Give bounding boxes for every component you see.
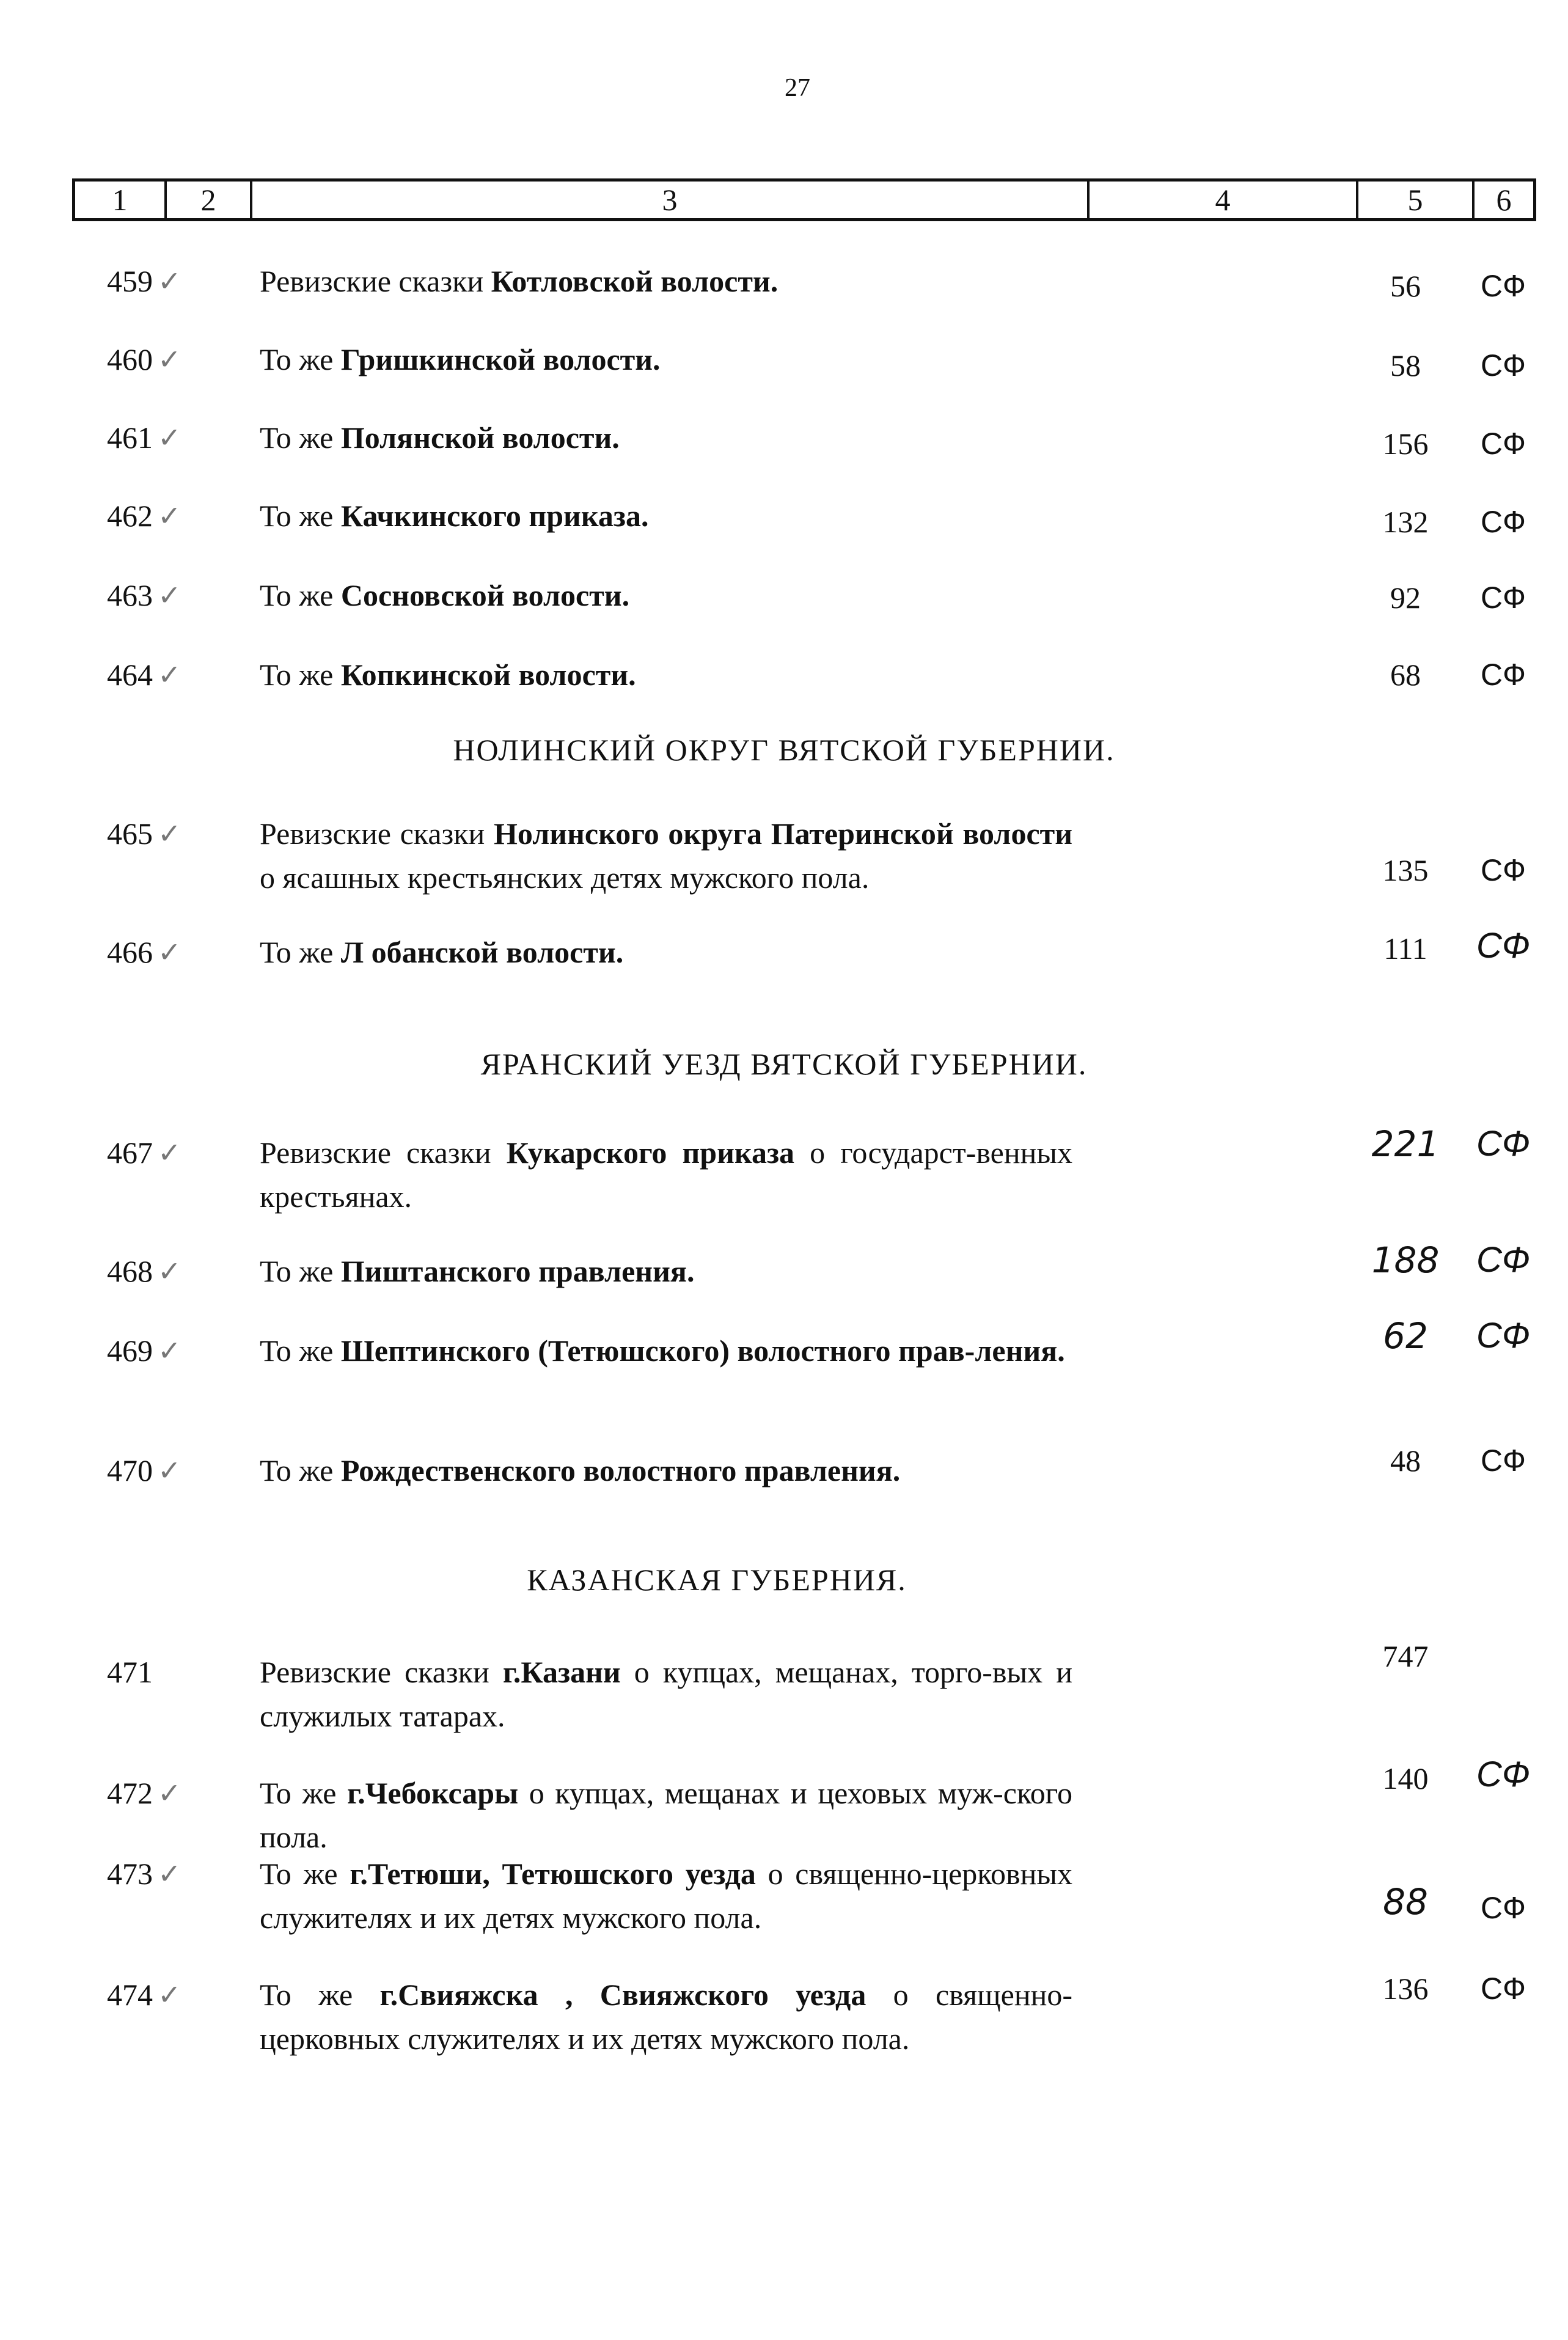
fund-mark: СФ [1480,658,1526,692]
column-header-1: 1 [75,182,167,218]
entry-description: То же Полянской волости. [260,420,620,455]
checkmark-icon: ✓ [158,1857,181,1890]
section-heading-nolinsky: НОЛИНСКИЙ ОКРУГ ВЯТСКОЙ ГУБЕРНИИ. [453,733,1115,767]
entry-description: То же Сосновской волости. [260,578,630,612]
sheet-count: 135 [1382,853,1429,887]
entry-description: То же г.Свияжска , Свияжского уезда о священно-церковных служителях и их детях мужского пола. [260,1978,1072,2056]
column-header-2: 2 [167,182,252,218]
entry-description: То же Пиштанского правления. [260,1254,695,1288]
checkmark-icon: ✓ [158,1136,181,1169]
entry-number: 463 [107,578,153,612]
entry-number: 466 [107,935,153,969]
sheet-count: 111 [1383,931,1427,966]
sheet-count: 88 [1383,1881,1428,1923]
fund-mark: СФ [1480,348,1526,383]
entry-number: 459 [107,264,153,298]
sheet-count: 92 [1390,581,1421,615]
fund-mark: СФ [1480,427,1526,461]
sheet-count: 58 [1390,348,1421,383]
entry-number: 467 [107,1135,153,1170]
entry-number: 470 [107,1453,153,1487]
sheet-count: 140 [1382,1761,1429,1795]
entry-number: 474 [107,1978,153,2012]
fund-mark: СФ [1476,1240,1530,1280]
fund-mark: СФ [1480,269,1526,303]
sheet-count: 68 [1390,658,1421,692]
entry-description: То же Копкинской волости. [260,658,636,692]
entry-number: 471 [107,1655,153,1689]
entry-number: 462 [107,499,153,533]
fund-mark: СФ [1480,1891,1526,1925]
sheet-count: 132 [1382,505,1429,539]
fund-mark: СФ [1476,1316,1530,1355]
checkmark-icon: ✓ [158,265,181,298]
column-header-5: 5 [1358,182,1475,218]
entry-description: То же Гришкинской волости. [260,342,661,376]
entry-description: Ревизские сказки Кукарского приказа о государст-венных крестьянах. [260,1135,1072,1214]
page-number: 27 [785,74,810,102]
column-header-4: 4 [1090,182,1358,218]
checkmark-icon: ✓ [158,1978,181,2011]
sheet-count: 188 [1371,1239,1440,1281]
fund-mark: СФ [1480,581,1526,615]
checkmark-icon: ✓ [158,343,181,376]
checkmark-icon: ✓ [158,1777,181,1810]
sheet-count: 56 [1390,269,1421,303]
entry-number: 464 [107,658,153,692]
entry-description: То же Шептинского (Тетюшского) волостного прав-ления. [260,1333,1065,1368]
entry-number: 473 [107,1857,153,1891]
checkmark-icon: ✓ [158,936,181,969]
fund-mark: СФ [1480,1971,1526,2006]
entry-description: То же Качкинского приказа. [260,499,649,533]
entry-description: Ревизские сказки г.Казани о купцах, мещанах, торго-вых и служилых татарах. [260,1655,1072,1733]
checkmark-icon: ✓ [158,579,181,612]
fund-mark: СФ [1476,1124,1530,1164]
entry-description: То же г.Чебоксары о купцах, мещанах и цеховых муж-ского пола. [260,1776,1072,1854]
entry-description: Ревизские сказки Нолинского округа Патеринской волости о ясашных крестьянских детях мужского пола. [260,816,1073,895]
column-header-6: 6 [1496,183,1512,217]
section-heading-kazanskaya: КАЗАНСКАЯ ГУБЕРНИЯ. [527,1563,907,1597]
checkmark-icon: ✓ [158,421,181,454]
fund-mark: СФ [1480,505,1526,539]
entry-number: 460 [107,342,153,376]
section-heading-yaransky: ЯРАНСКИЙ УЕЗД ВЯТСКОЙ ГУБЕРНИИ. [480,1047,1088,1081]
entry-number: 461 [107,420,153,455]
fund-mark: СФ [1480,853,1526,887]
entry-number: 472 [107,1776,153,1810]
entry-description: То же г.Тетюши, Тетюшского уезда о священно-церковных служителях и их детях мужского пола. [260,1857,1072,1935]
checkmark-icon: ✓ [158,1255,181,1288]
entry-description: То же Л обанской волости. [260,935,624,969]
checkmark-icon: ✓ [158,817,181,850]
checkmark-icon: ✓ [158,1454,181,1487]
sheet-count: 62 [1383,1315,1428,1357]
checkmark-icon: ✓ [158,499,181,532]
sheet-count: 221 [1371,1123,1440,1165]
fund-mark: СФ [1476,1755,1530,1794]
checkmark-icon [158,1654,194,1690]
checkmark-icon: ✓ [158,658,181,691]
column-header-3: 3 [252,182,1090,218]
sheet-count: 48 [1390,1443,1421,1478]
fund-mark: СФ [1476,926,1530,966]
entry-number: 465 [107,816,153,851]
sheet-count: 747 [1382,1639,1429,1673]
sheet-count: 136 [1382,1971,1429,2006]
column-header-table [72,178,1536,221]
checkmark-icon: ✓ [158,1334,181,1367]
entry-description: Ревизские сказки Котловской волости. [260,264,779,298]
fund-mark: СФ [1480,1443,1526,1478]
entry-number: 468 [107,1254,153,1288]
sheet-count: 156 [1382,427,1429,461]
entry-number: 469 [107,1333,153,1368]
entry-description: То же Рождественского волостного правления. [260,1453,901,1487]
